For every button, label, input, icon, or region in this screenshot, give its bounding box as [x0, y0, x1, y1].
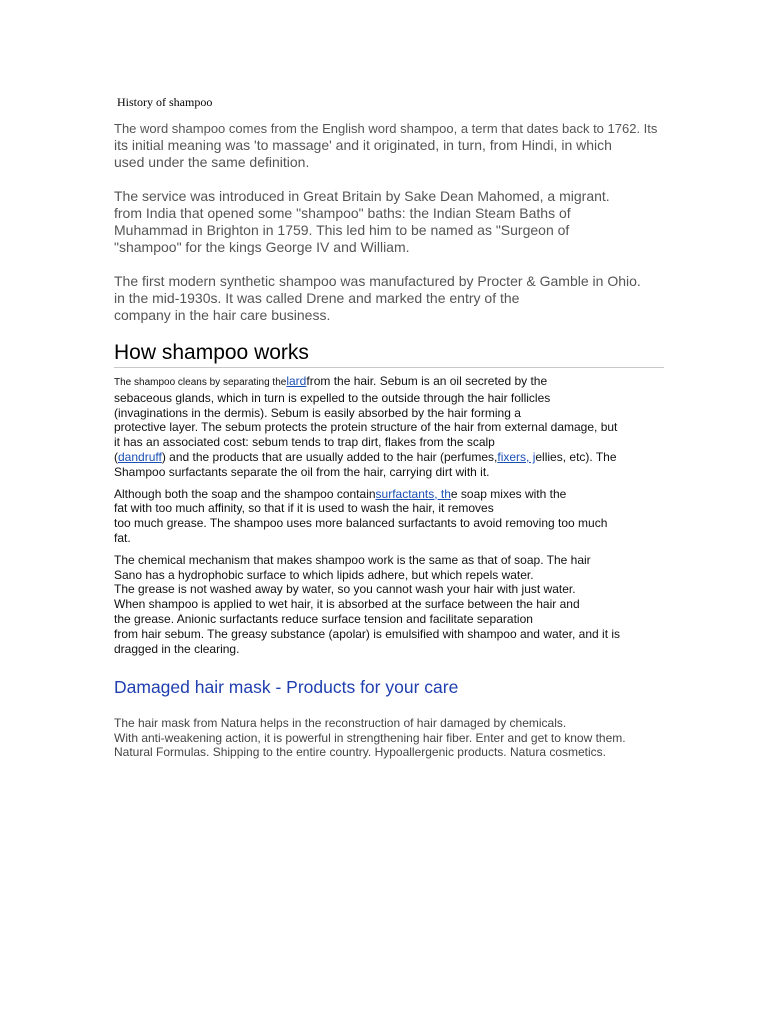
history-paragraph-3: [114, 273, 676, 324]
text-fragment: ellies, etc). The: [535, 449, 617, 464]
works-paragraph-3: [114, 553, 674, 657]
how-shampoo-works-section: [114, 374, 674, 663]
text-line: (invaginations in the dermis). Sebum is easily absorbed by the hair forming a: [114, 405, 521, 420]
text-line: from India that opened some "shampoo" baths: the Indian Steam Baths of: [114, 205, 571, 221]
text-line: [114, 450, 674, 465]
text-line: used under the same definition.: [114, 154, 310, 170]
lard-link[interactable]: lard: [286, 374, 307, 388]
hair-mask-ad-section: [114, 716, 674, 760]
fixers-link[interactable]: fixers, j: [497, 449, 536, 464]
damaged-hair-mask-heading[interactable]: Damaged hair mask - Products for your care: [114, 677, 459, 697]
text-line: The grease is not washed away by water, so you cannot wash your hair with just water.: [114, 582, 576, 597]
text-line: too much grease. The shampoo uses more balanced surfactants to avoid removing too much: [114, 516, 608, 531]
text-line: Sano has a hydrophobic surface to which lipids adhere, but which repels water.: [114, 567, 534, 582]
text-line: When shampoo is applied to wet hair, it is absorbed at the surface between the hair and: [114, 597, 580, 612]
text-fragment: from the hair. Sebum is an oil secreted by the: [306, 374, 548, 388]
works-paragraph-1: [114, 374, 674, 480]
text-line: dragged in the clearing.: [114, 641, 240, 656]
text-line: The first modern synthetic shampoo was manufactured by Procter & Gamble in Ohio.: [114, 273, 641, 289]
how-shampoo-works-heading: How shampoo works: [114, 340, 664, 368]
small-text: The shampoo cleans by separating the: [114, 377, 287, 388]
text-line: fat.: [114, 530, 131, 545]
text-fragment: e soap mixes with the: [450, 486, 567, 501]
text-line: The chemical mechanism that makes shampoo work is the same as that of soap. The hair: [114, 552, 591, 567]
works-paragraph-2: [114, 487, 674, 546]
mask-text: [114, 716, 674, 760]
text-line: sebaceous glands, which in turn is expelled to the outside through the hair follicles: [114, 390, 551, 405]
text-line: The word shampoo comes from the English word shampoo, a term that dates back to 1762. Its: [114, 121, 658, 136]
text-line: "shampoo" for the kings George IV and William.: [114, 239, 410, 255]
history-title: History of shampoo: [117, 95, 213, 109]
text-line: Muhammad in Brighton in 1759. This led him to be named as "Surgeon of: [114, 222, 570, 238]
text-line: fat with too much affinity, so that if it is used to wash the hair, it removes: [114, 501, 494, 516]
text-line: in the mid-1930s. It was called Drene and marked the entry of the: [114, 290, 520, 306]
history-paragraph-2: [114, 188, 676, 256]
surfactants-link[interactable]: surfactants, th: [375, 486, 451, 501]
text-fragment: (: [114, 449, 118, 464]
text-line: The hair mask from Natura helps in the reconstruction of hair damaged by chemicals.: [114, 716, 567, 730]
dandruff-link[interactable]: dandruff: [118, 449, 162, 464]
text-line: its initial meaning was 'to massage' and it originated, in turn, from Hindi, in which: [114, 137, 612, 153]
text-line: With anti-weakening action, it is powerful in strengthening hair fiber. Enter and get to know them.: [114, 730, 626, 745]
text-line: [114, 374, 674, 391]
text-line: [114, 487, 674, 502]
text-line: it has an associated cost: sebum tends to trap dirt, flakes from the scalp: [114, 435, 495, 450]
text-fragment: Although both the soap and the shampoo contain: [114, 486, 376, 501]
text-line: the grease. Anionic surfactants reduce surface tension and facilitate separation: [114, 611, 533, 626]
text-line: from hair sebum. The greasy substance (apolar) is emulsified with shampoo and water, and it is: [114, 626, 621, 641]
text-line: Shampoo surfactants separate the oil from the hair, carrying dirt with it.: [114, 464, 490, 479]
text-line: protective layer. The sebum protects the protein structure of the hair from external damage, but: [114, 420, 618, 435]
text-fragment: ) and the products that are usually added to the hair (perfumes,: [161, 449, 498, 464]
history-section: [114, 120, 676, 341]
text-line: The service was introduced in Great Britain by Sake Dean Mahomed, a migrant.: [114, 188, 610, 204]
text-line: company in the hair care business.: [114, 307, 331, 323]
history-paragraph-1: [114, 120, 676, 171]
text-line: Natural Formulas. Shipping to the entire country. Hypoallergenic products. Natura cosmetics.: [114, 745, 607, 759]
